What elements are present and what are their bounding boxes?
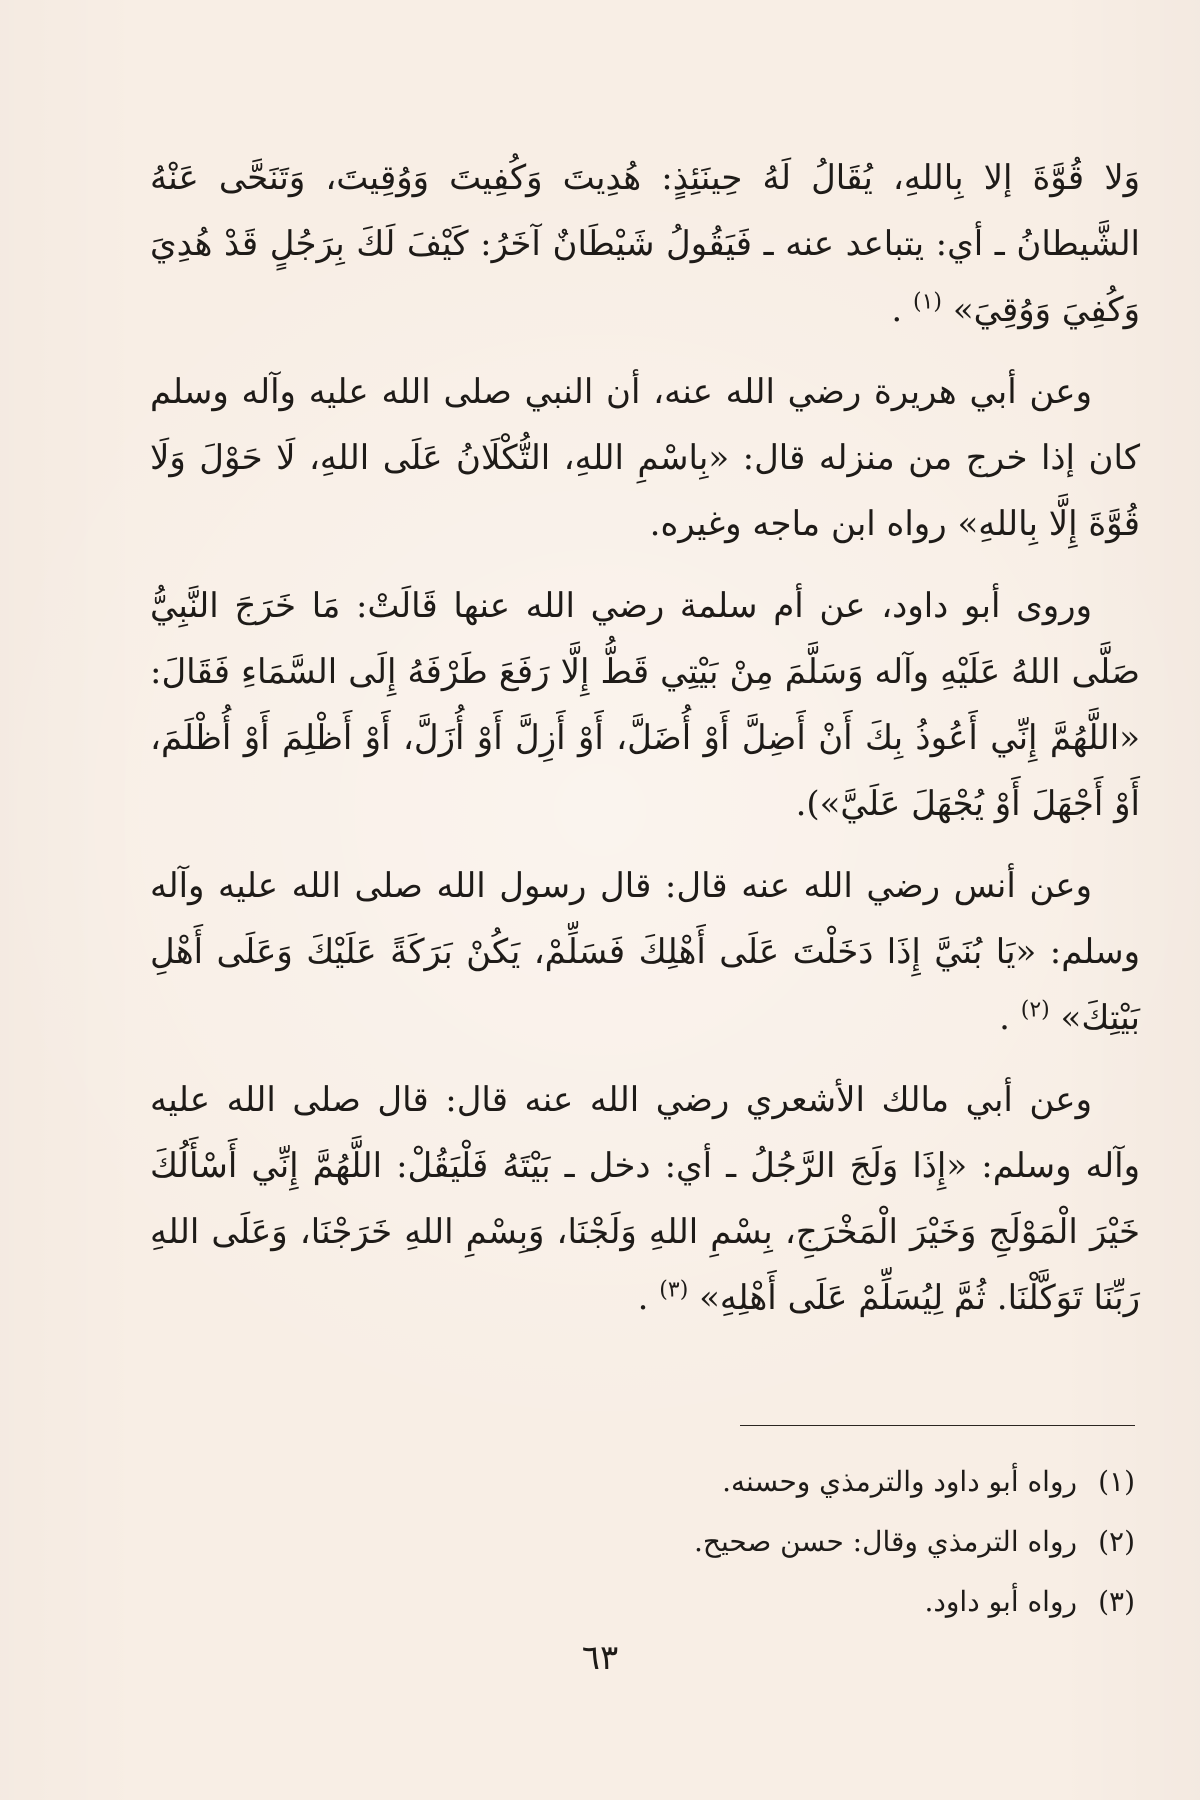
paragraph-5: [150, 1067, 1140, 1331]
paragraph-4-ending: .: [999, 998, 1010, 1038]
footnote-3: [150, 1572, 1135, 1632]
paragraph-1: [150, 145, 1140, 343]
footnote-1-marker: (١): [1098, 1465, 1135, 1498]
paragraph-2: [150, 359, 1140, 557]
paragraph-1-text: وَلا قُوَّةَ إلا بِاللهِ، يُقَالُ لَهُ حِينَئِذٍ: هُدِيتَ وَكُفِيتَ وَوُقِيتَ، وَتَنَحَّى عَنْهُ الشَّيطانُ ـ أي: يتباعد عنه ـ فَيَقُولُ شَيْطَانٌ آخَرُ: كَيْفَ لَكَ بِرَجُلٍ قَدْ هُدِيَ وَكُفِيَ وَوُقِيَ»: [150, 158, 1140, 330]
paragraph-4-text: وعن أنس رضي الله عنه قال: قال رسول الله صلى الله عليه وآله وسلم: «يَا بُنَيَّ إِذَا دَخَلْتَ عَلَى أَهْلِكَ فَسَلِّمْ، يَكُنْ بَرَكَةً عَلَيْكَ وَعَلَى أَهْلِ بَيْتِكَ»: [150, 866, 1140, 1038]
footnote-2-marker: (٢): [1098, 1525, 1135, 1558]
footnote-reference-1: (١): [912, 289, 942, 315]
footnote-3-marker: (٣): [1098, 1585, 1135, 1618]
paragraph-3: [150, 573, 1140, 837]
footnote-divider: [740, 1425, 1135, 1426]
footnote-reference-3: (٣): [659, 1277, 689, 1303]
paragraph-1-ending: .: [891, 290, 903, 330]
paragraph-5-text: وعن أبي مالك الأشعري رضي الله عنه قال: قال صلى الله عليه وآله وسلم: «إِذَا وَلَجَ الرَّجُلُ ـ أي: دخل ـ بَيْتَهُ فَلْيَقُلْ: اللَّهُمَّ إِنِّي أَسْأَلُكَ خَيْرَ الْمَوْلَجِ وَخَيْرَ الْمَخْرَجِ، بِسْمِ اللهِ وَلَجْنَا، وَبِسْمِ اللهِ خَرَجْنَا، وَعَلَى اللهِ رَبِّنَا تَوَكَّلْنَا. ثُمَّ لِيُسَلِّمْ عَلَى أَهْلِهِ»: [150, 1080, 1140, 1318]
footnote-2: [150, 1512, 1135, 1572]
footnotes: [150, 1452, 1135, 1632]
main-text: [150, 145, 1140, 1347]
footnote-2-text: رواه الترمذي وقال: حسن صحيح.: [693, 1525, 1077, 1558]
paragraph-4: [150, 853, 1140, 1051]
footnote-1-text: رواه أبو داود والترمذي وحسنه.: [722, 1465, 1077, 1498]
page-number: ٦٣: [581, 1638, 619, 1678]
paragraph-2-text: وعن أبي هريرة رضي الله عنه، أن النبي صلى الله عليه وآله وسلم كان إذا خرج من منزله قال: «بِاسْمِ اللهِ، التُّكْلَانُ عَلَى اللهِ، لَا حَوْلَ وَلَا قُوَّةَ إِلَّا بِاللهِ» رواه ابن ماجه وغيره.: [150, 372, 1140, 544]
paragraph-5-ending: .: [637, 1278, 649, 1318]
paragraph-3-text: وروى أبو داود، عن أم سلمة رضي الله عنها قَالَتْ: مَا خَرَجَ النَّبِيُّ صَلَّى اللهُ عَلَيْهِ وآله وَسَلَّمَ مِنْ بَيْتِي قَطُّ إِلَّا رَفَعَ طَرْفَهُ إِلَى السَّمَاءِ فَقَالَ: «اللَّهُمَّ إِنِّي أَعُوذُ بِكَ أَنْ أَضِلَّ أَوْ أُضَلَّ، أَوْ أَزِلَّ أَوْ أُزَلَّ، أَوْ أَظْلِمَ أَوْ أُظْلَمَ، أَوْ أَجْهَلَ أَوْ يُجْهَلَ عَلَيَّ»).: [150, 586, 1140, 824]
footnote-reference-2: (٢): [1020, 997, 1050, 1023]
footnote-3-text: رواه أبو داود.: [924, 1585, 1077, 1618]
footnote-1: [150, 1452, 1135, 1512]
